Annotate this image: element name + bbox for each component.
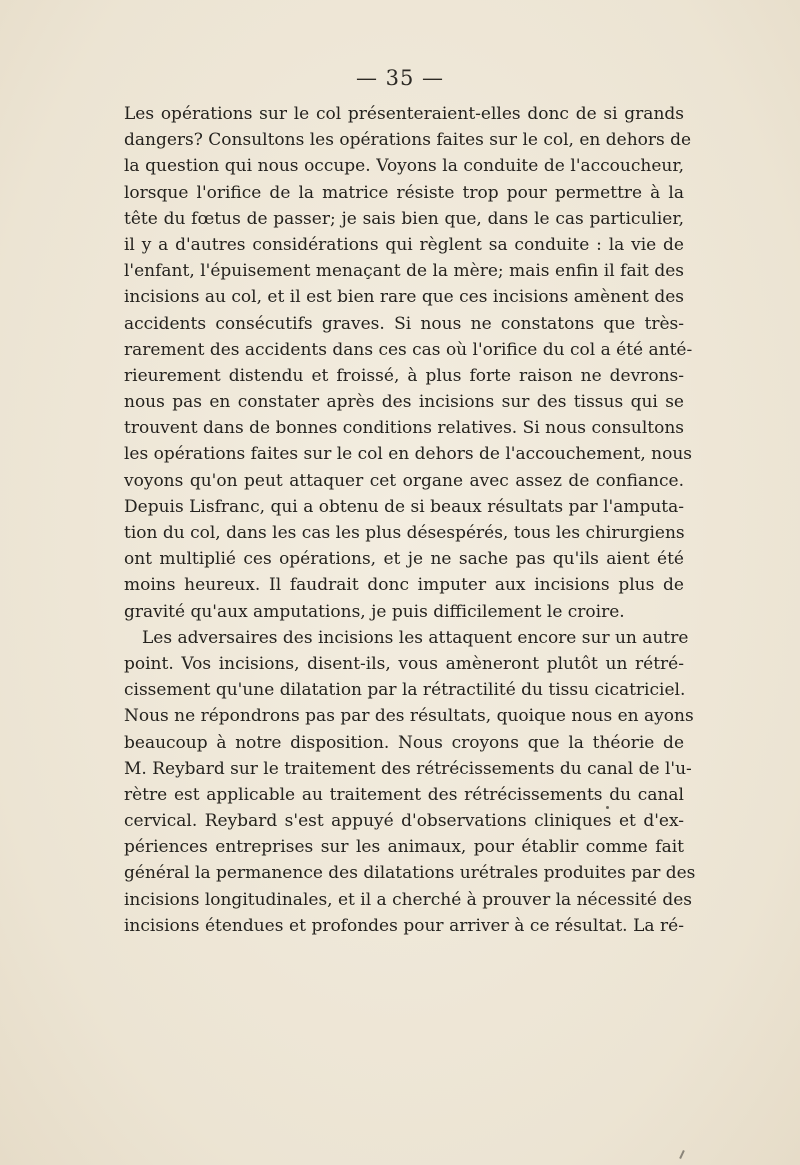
text-line: les opérations faites sur le col en dehors de l'accouchement, nous — [124, 444, 692, 465]
text-line: la question qui nous occupe. Voyons la conduite de l'accoucheur, — [124, 156, 684, 177]
text-line: beaucoup à notre disposition. Nous croyons que la théorie de — [124, 732, 684, 753]
text-line: incisions étendues et profondes pour arriver à ce résultat. La ré- — [124, 915, 684, 936]
text-line: tion du col, dans les cas les plus désespérés, tous les chirurgiens — [124, 523, 685, 543]
text-line: gravité qu'aux amputations, je puis difficilement le croire. — [124, 601, 625, 622]
ink-speck — [679, 1150, 685, 1159]
text-line: Les opérations sur le col présenteraient-elles donc de si grands — [124, 104, 684, 124]
text-line: incisions au col, et il est bien rare que ces incisions amènent des — [124, 287, 684, 308]
text-line: cissement qu'une dilatation par la rétractilité du tissu cicatriciel. — [124, 680, 686, 701]
text-line: l'enfant, l'épuisement menaçant de la mère; mais enfin il fait des — [124, 261, 684, 282]
text-line: ont multiplié ces opérations, et je ne sache pas qu'ils aient été — [124, 549, 684, 570]
text-line: rètre est applicable au traitement des rétrécissements du canal — [124, 784, 684, 805]
text-line: incisions longitudinales, et il a cherché à prouver la nécessité des — [124, 889, 693, 910]
text-line: cervical. Reybard s'est appuyé d'observations cliniques et d'ex- — [124, 811, 684, 832]
text-line: Depuis Lisfranc, qui a obtenu de si beaux résultats par l'amputa- — [124, 496, 684, 517]
text-line: voyons qu'on peut attaquer cet organe avec assez de confiance. — [124, 470, 684, 491]
text-line: dangers? Consultons les opérations faites sur le col, en dehors de — [124, 130, 692, 151]
text-line: nous pas en constater après des incisions sur des tissus qui se — [124, 392, 684, 413]
text-line: rarement des accidents dans ces cas où l'orifice du col a été anté- — [124, 339, 693, 360]
text-line: Les adversaires des incisions les attaquent encore sur un autre — [142, 627, 689, 648]
text-line: tête du fœtus de passer; je sais bien que, dans le cas particulier, — [124, 208, 684, 229]
text-line: accidents consécutifs graves. Si nous ne constatons que très- — [124, 313, 684, 334]
text-line: Nous ne répondrons pas par des résultats, quoique nous en ayons — [124, 706, 694, 727]
page-number: — 35 — — [355, 66, 445, 90]
text-line: point. Vos incisions, disent-ils, vous amèneront plutôt un rétré- — [124, 653, 684, 674]
text-line: il y a d'autres considérations qui règlent sa conduite : la vie de — [124, 234, 684, 255]
text-line: moins heureux. Il faudrait donc imputer aux incisions plus de — [124, 575, 684, 596]
text-line: périences entreprises sur les animaux, pour établir comme fait — [124, 837, 684, 858]
text-line: trouvent dans de bonnes conditions relatives. Si nous consultons — [124, 418, 684, 439]
text-line: lorsque l'orifice de la matrice résiste trop pour permettre à la — [124, 182, 684, 203]
body-text — [124, 101, 696, 939]
text-line: général la permanence des dilatations urétrales produites par des — [124, 863, 696, 884]
text-line: rieurement distendu et froissé, à plus forte raison ne devrons- — [124, 365, 684, 386]
ink-speck — [606, 806, 609, 809]
text-line: M. Reybard sur le traitement des rétrécissements du canal de l'u- — [124, 758, 692, 779]
